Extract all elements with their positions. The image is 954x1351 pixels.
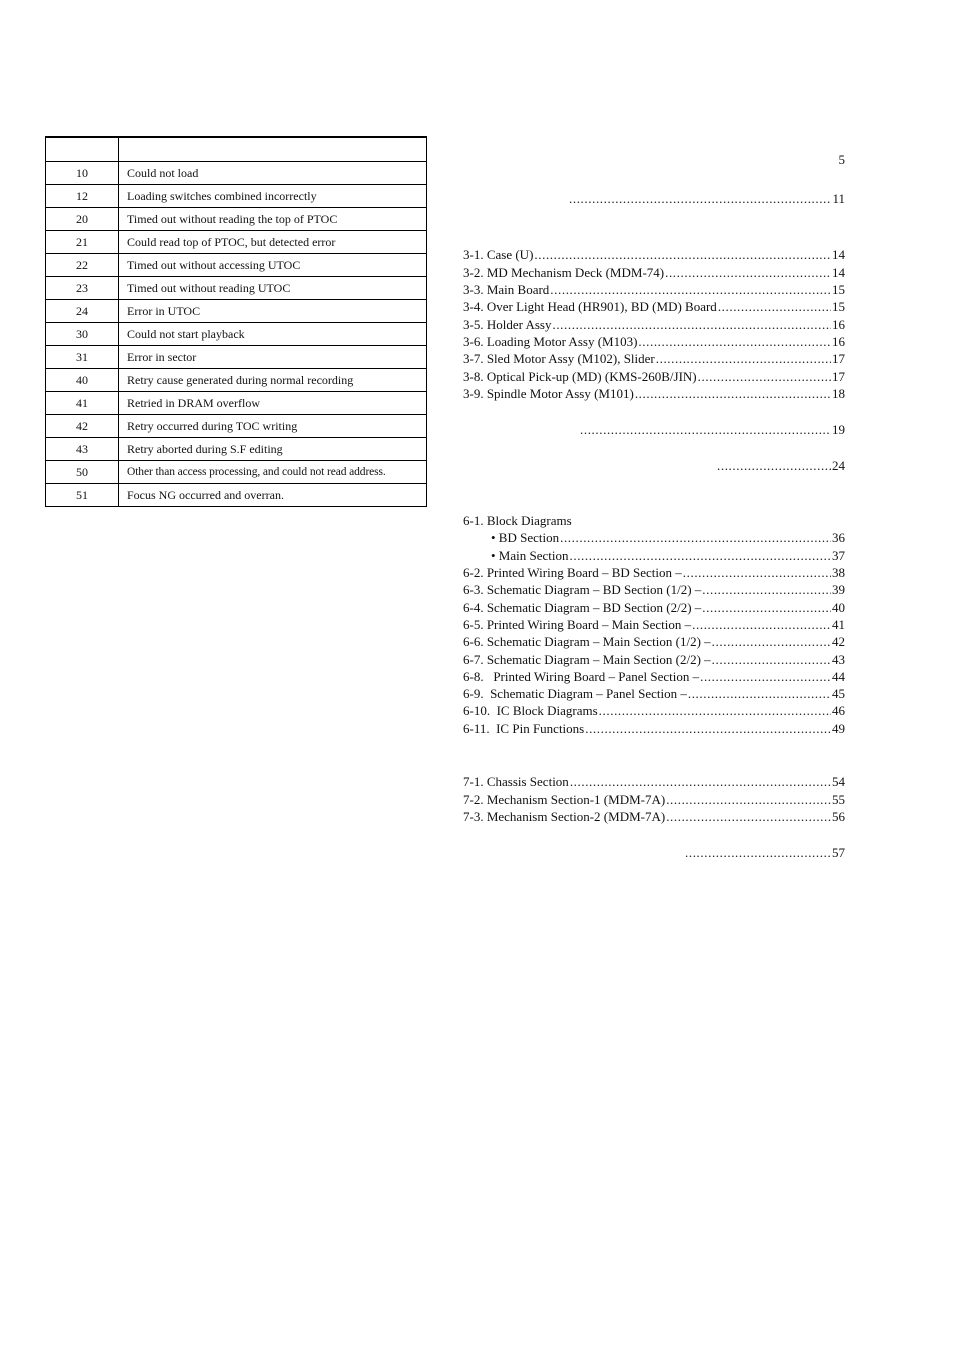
toc-entry[interactable]: 6-4. Schematic Diagram – BD Section (2/2) – ..... 40 xyxy=(463,600,845,616)
toc-heading[interactable]: 6-1. Block Diagrams xyxy=(463,513,572,528)
error-code: 51 xyxy=(46,484,119,507)
error-code: 50 xyxy=(46,461,119,484)
table-row xyxy=(46,208,427,231)
toc-entry[interactable]: 6-2. Printed Wiring Board – BD Section – ..... 38 xyxy=(463,565,845,581)
toc-entry[interactable]: 6-8. Printed Wiring Board – Panel Section – ..... 44 xyxy=(463,669,845,685)
toc-entry[interactable]: 6-5. Printed Wiring Board – Main Section – ..... 41 xyxy=(463,617,845,633)
toc-entry[interactable]: 7-3. Mechanism Section-2 (MDM-7A) ..... 56 xyxy=(463,809,845,825)
toc-entry[interactable]: • Main Section ..... 37 xyxy=(463,548,845,564)
toc-entry[interactable]: 6-6. Schematic Diagram – Main Section (1/2) – ..... 42 xyxy=(463,634,845,650)
toc-entry[interactable]: 7-2. Mechanism Section-1 (MDM-7A) ..... 55 xyxy=(463,792,845,808)
table-row xyxy=(46,162,427,185)
toc-entry[interactable]: 3-7. Sled Motor Assy (M102), Slider ..... 17 xyxy=(463,351,845,367)
toc-entry[interactable]: 6-7. Schematic Diagram – Main Section (2/2) – ..... 43 xyxy=(463,652,845,668)
error-code: 24 xyxy=(46,300,119,323)
error-code: 21 xyxy=(46,231,119,254)
error-code: 41 xyxy=(46,392,119,415)
toc-entry[interactable]: 3-9. Spindle Motor Assy (M101) ..... 18 xyxy=(463,386,845,402)
error-code: 40 xyxy=(46,369,119,392)
table-row xyxy=(46,185,427,208)
table-row xyxy=(46,231,427,254)
error-code: 23 xyxy=(46,277,119,300)
table-row xyxy=(46,438,427,461)
table-row xyxy=(46,254,427,277)
toc-entry[interactable]: 6-3. Schematic Diagram – BD Section (1/2) – ..... 39 xyxy=(463,582,845,598)
toc-entry[interactable]: 6-9. Schematic Diagram – Panel Section – ..... 45 xyxy=(463,686,845,702)
toc-entry[interactable]: ..... 24 xyxy=(716,458,845,474)
error-code: 12 xyxy=(46,185,119,208)
toc-entry[interactable]: 3-6. Loading Motor Assy (M103) ..... 16 xyxy=(463,334,845,350)
toc-entry[interactable]: 3-3. Main Board ..... 15 xyxy=(463,282,845,298)
error-code-table xyxy=(45,136,427,507)
error-description: Retry occurred during TOC writing xyxy=(119,415,427,438)
toc-entry[interactable]: ..... 11 xyxy=(568,191,845,207)
error-description: Timed out without reading UTOC xyxy=(119,277,427,300)
error-code: 30 xyxy=(46,323,119,346)
table-row xyxy=(46,392,427,415)
toc-entry[interactable]: 6-11. IC Pin Functions ..... 49 xyxy=(463,721,845,737)
error-description: Focus NG occurred and overran. xyxy=(119,484,427,507)
table-header-row xyxy=(46,137,427,162)
toc-entry[interactable]: ..... 57 xyxy=(684,845,845,861)
error-code: 22 xyxy=(46,254,119,277)
toc-entry[interactable]: 3-8. Optical Pick-up (MD) (KMS-260B/JIN) ..... 17 xyxy=(463,369,845,385)
table-row xyxy=(46,277,427,300)
toc-entry[interactable]: 3-5. Holder Assy ..... 16 xyxy=(463,317,845,333)
error-code: 43 xyxy=(46,438,119,461)
error-description: Loading switches combined incorrectly xyxy=(119,185,427,208)
toc-entry[interactable]: 3-1. Case (U) ..... 14 xyxy=(463,247,845,263)
error-description: Timed out without reading the top of PTOC xyxy=(119,208,427,231)
table-row xyxy=(46,415,427,438)
error-description: Could read top of PTOC, but detected error xyxy=(119,231,427,254)
error-description: Error in sector xyxy=(119,346,427,369)
table-row xyxy=(46,369,427,392)
error-code: 31 xyxy=(46,346,119,369)
error-code: 42 xyxy=(46,415,119,438)
toc-entry[interactable]: • BD Section ..... 36 xyxy=(463,530,845,546)
table-row xyxy=(46,484,427,507)
toc-entry[interactable]: 6-10. IC Block Diagrams ..... 46 xyxy=(463,703,845,719)
table-row xyxy=(46,323,427,346)
table-row xyxy=(46,461,427,484)
toc-entry[interactable]: ..... 19 xyxy=(579,422,845,438)
table-row xyxy=(46,346,427,369)
error-description: Retry cause generated during normal recording xyxy=(119,369,427,392)
table-row xyxy=(46,300,427,323)
error-code: 20 xyxy=(46,208,119,231)
toc-entry[interactable]: 3-2. MD Mechanism Deck (MDM-74) ..... 14 xyxy=(463,265,845,281)
toc-entry[interactable]: 7-1. Chassis Section ..... 54 xyxy=(463,774,845,790)
error-description: Other than access processing, and could not read address. xyxy=(119,461,427,484)
toc-top-page: 5 xyxy=(838,152,845,167)
error-description: Could not start playback xyxy=(119,323,427,346)
error-description: Timed out without accessing UTOC xyxy=(119,254,427,277)
error-description: Could not load xyxy=(119,162,427,185)
error-description: Retried in DRAM overflow xyxy=(119,392,427,415)
error-code: 10 xyxy=(46,162,119,185)
error-description: Error in UTOC xyxy=(119,300,427,323)
toc-entry[interactable]: 3-4. Over Light Head (HR901), BD (MD) Board ..... 15 xyxy=(463,299,845,315)
error-description: Retry aborted during S.F editing xyxy=(119,438,427,461)
